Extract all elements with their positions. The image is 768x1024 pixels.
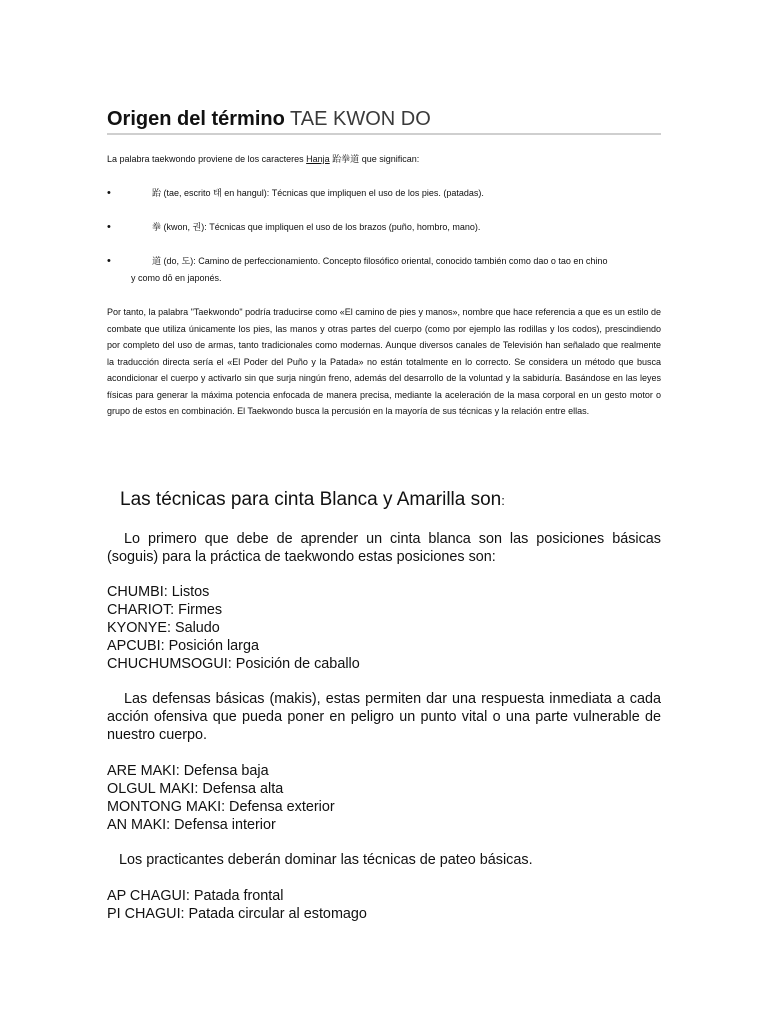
bullet-symbol: • <box>107 187 111 199</box>
bullet-symbol: • <box>107 221 111 233</box>
list-item: KYONYE: Saludo <box>107 620 220 636</box>
section-heading-colon: : <box>501 493 505 508</box>
bullet-text: 道 (do, 도): Camino de perfeccionamiento. Concepto filosófico oriental, conocido también como dao o tao en chino <box>152 256 608 266</box>
kicks-intro: Los practicantes deberán dominar las técnicas de pateo básicas. <box>119 852 533 868</box>
body-paragraph: Por tanto, la palabra "Taekwondo" podría traducirse como «El camino de pies y manos», nombre que hace referencia a que es un estilo de combate que utiliza únicamente los pies, las manos y otras partes del cuerpo (como por ejemplo las rodillas y los codos), prescindiendo por completo del uso de armas, tanto tradicionales como modernas. Aunque diversos canales de Televisión han señalado que realmente la traducción directa sería el «El Poder del Puño y la Patada» no están totalmente en lo correcto. Se considera un método que busca acondicionar el cuerpo y activarlo sin que surja ningún freno, además del desarrollo de la voluntad y la sabiduría. Basándose en las leyes físicas para generar la máxima potencia enfocada de manera precisa, mediante la aceleración de la masa corporal en un gesto motor o grupo de estos en combinación. El Taekwondo busca la percusión en la mayoría de sus técnicas y la relación entre ellas. <box>107 307 661 416</box>
list-item: CHUMBI: Listos <box>107 584 210 600</box>
bullet-symbol: • <box>107 255 111 267</box>
positions-intro: Lo primero que debe de aprender un cinta blanca son las posiciones básicas (soguis) para la práctica de taekwondo estas posiciones son: <box>107 531 661 565</box>
list-item: CHUCHUMSOGUI: Posición de caballo <box>107 656 360 672</box>
list-item: CHARIOT: Firmes <box>107 602 223 618</box>
hanja-link[interactable]: Hanja <box>306 154 330 164</box>
intro-before: La palabra taekwondo proviene de los caracteres <box>107 154 304 164</box>
positions-list <box>107 583 661 673</box>
section-heading-text: Las técnicas para cinta Blanca y Amarilla son <box>120 489 502 510</box>
defenses-list <box>107 762 661 834</box>
list-item: APCUBI: Posición larga <box>107 638 259 654</box>
kicks-list <box>107 887 661 923</box>
bullet-text-continuation: y como dō en japonés. <box>131 272 222 283</box>
intro-line <box>107 151 661 168</box>
intro-after: que significan: <box>361 154 420 164</box>
list-item: PI CHAGUI: Patada circular al estomago <box>107 906 367 922</box>
bullet-text: 跆 (tae, escrito 태 en hangul): Técnicas que impliquen el uso de los pies. (patadas). <box>152 188 484 198</box>
list-item: OLGUL MAKI: Defensa alta <box>107 781 284 797</box>
title-strong: Origen del término <box>107 108 285 130</box>
list-item: ARE MAKI: Defensa baja <box>107 763 269 779</box>
title-accent: TAE KWON DO <box>290 108 431 130</box>
page-title <box>107 106 661 135</box>
list-item: AN MAKI: Defensa interior <box>107 817 276 833</box>
hanja-chars: 跆拳道 <box>332 154 360 164</box>
section-heading <box>120 487 660 514</box>
list-item: AP CHAGUI: Patada frontal <box>107 888 284 904</box>
bullet-text: 拳 (kwon, 권): Técnicas que impliquen el uso de los brazos (puño, hombro, mano). <box>152 222 481 232</box>
list-item: MONTONG MAKI: Defensa exterior <box>107 799 335 815</box>
defenses-intro: Las defensas básicas (makis), estas permiten dar una respuesta inmediata a cada acción ofensiva que pueda poner en peligro un punto vital o una parte vulnerable de nuestro cuerpo. <box>107 691 661 743</box>
